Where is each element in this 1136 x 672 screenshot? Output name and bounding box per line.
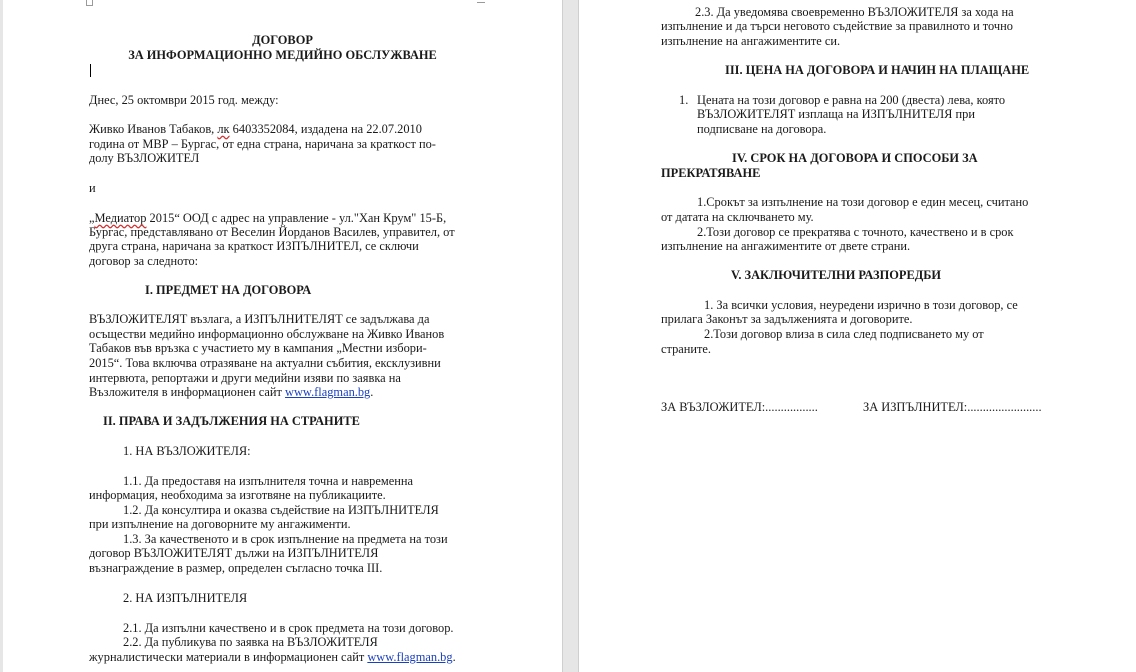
paragraph-line: от датата на сключването му. [661,210,814,224]
paragraph-line: информация, необходима за изготвяне на публикациите. [89,488,386,502]
paragraph-line: 2.2. Да публикува по заявка на ВЪЗЛОЖИТЕЛЯ [123,635,378,649]
paragraph-line: изпълнение на ангажиментите от двете страни. [661,239,911,253]
paragraph-line: 2.1. Да изпълни качествено и в срок предмета на този договор. [123,621,454,635]
and-word: и [89,181,96,195]
paragraph-line [89,385,373,400]
paragraph-line: изпълнение и да търси неговото съдействие за правилното и точно [661,19,1013,33]
page-corner-marker [477,0,485,3]
paragraph-line: подписване на договора. [697,122,827,136]
party1-id: 6403352084, издадена на 22.07.2010 [229,122,422,136]
party2-address: 2015“ ООД с адрес на управление - ул."Хан Крум" 15-Б, [146,211,447,225]
section-heading: IV. СРОК НА ДОГОВОРА И СПОСОБИ ЗА [732,151,978,165]
section-heading: III. ЦЕНА НА ДОГОВОРА И НАЧИН НА ПЛАЩАНЕ [725,63,1030,77]
document-title: ДОГОВОР [252,33,313,47]
paragraph-line: 2.Този договор се прекратява с точното, качествено и в срок [697,225,1014,239]
paragraph-line: ВЪЗЛОЖИТЕЛЯТ изплаща на ИЗПЪЛНИТЕЛЯ при [697,107,975,121]
section-heading: I. ПРЕДМЕТ НА ДОГОВОРА [145,283,312,297]
paragraph-line: 1. За всички условия, неуредени изрично в този договор, се [704,298,1018,312]
party1-line2: година от МВР – Бургас, от една страна, наричана за краткост по- [89,137,436,151]
paragraph-text: . [370,385,374,399]
paragraph-line: 2015“. Това включва отразяване на актуални събития, ексклузивни [89,356,441,370]
paragraph-line: 1.3. За качественото и в срок изпълнение на предмета на този [123,532,448,546]
paragraph-line: осъществи медийно информационно обслужване на Живко Иванов [89,327,445,341]
text-cursor [90,64,91,77]
list-number: 1. [679,93,689,107]
signature-contractor: ЗА ИЗПЪЛНИТЕЛ:........................ [863,400,1042,414]
party1-name: Живко Иванов Табаков, [89,122,218,136]
flagman-link[interactable]: www.flagman.bg [285,385,371,399]
paragraph-line: 1.Срокът за изпълнение на този договор е един месец, считано [697,195,1029,209]
paragraph-line: страните. [661,342,712,356]
paragraph-line: Цената на този договор е равна на 200 (двеста) лева, която [697,93,1006,107]
paragraph-line: прилага Законът за задълженията и договорите. [661,312,913,326]
paragraph-line: възнаграждение в размер, определен съгласно точка III. [89,561,383,575]
party1-line1 [89,122,422,137]
paragraph-line: 1.2. Да консултира и оказва съдействие на ИЗПЪЛНИТЕЛЯ [123,503,439,517]
paragraph-line: при изпълнение на договорните му ангажименти. [89,517,351,531]
date-line: Днес, 25 октомври 2015 год. между: [89,93,279,107]
party2-line2: Бургас, представлявано от Веселин Йорданов Василев, управител, от [89,225,455,239]
paragraph-line: договор ВЪЗЛОЖИТЕЛЯТ дължи на ИЗПЪЛНИТЕЛЯ [89,546,379,560]
document-page-left[interactable] [3,0,563,672]
party2-line1 [89,211,446,226]
paragraph-line: 2.Този договор влиза в сила след подписването му от [704,327,984,341]
paragraph-line: 2.3. Да уведомява своевременно ВЪЗЛОЖИТЕЛЯ за хода на [695,5,1014,19]
document-subtitle: ЗА ИНФОРМАЦИОННО МЕДИЙНО ОБСЛУЖВАНЕ [128,48,437,62]
signature-client: ЗА ВЪЗЛОЖИТЕЛ:................. [661,400,818,414]
page-corner-marker [86,0,93,6]
section-heading: II. ПРАВА И ЗАДЪЛЖЕНИЯ НА СТРАНИТЕ [103,414,360,428]
paragraph-line: Табаков във връзка с участието му в кампания „Местни избори- [89,341,427,355]
flagman-link[interactable]: www.flagman.bg [367,650,453,664]
spellcheck-word[interactable]: Медиатор [94,211,147,225]
paragraph-line: интервюта, репортажи и други медийни изяви по заявка на [89,371,401,385]
party2-quote: „ [89,211,95,225]
section-heading: V. ЗАКЛЮЧИТЕЛНИ РАЗПОРЕДБИ [731,268,942,282]
party2-line4: договор за следното: [89,254,199,268]
spellcheck-word[interactable]: лк [217,122,230,136]
paragraph-line: ВЪЗЛОЖИТЕЛЯТ възлага, а ИЗПЪЛНИТЕЛЯТ се задължава да [89,312,430,326]
paragraph-text: журналистически материали в информационен сайт [89,650,368,664]
subsection-heading: 1. НА ВЪЗЛОЖИТЕЛЯ: [123,444,251,458]
party1-line3: долу ВЪЗЛОЖИТЕЛ [89,151,200,165]
paragraph-line [89,650,456,665]
paragraph-line: 1.1. Да предоставя на изпълнителя точна и навременна [123,474,413,488]
paragraph-text: Възложителя в информационен сайт [89,385,286,399]
section-heading: ПРЕКРАТЯВАНЕ [661,166,761,180]
paragraph-line: изпълнение на ангажиментите си. [661,34,841,48]
subsection-heading: 2. НА ИЗПЪЛНИТЕЛЯ [123,591,248,605]
party2-line3: друга страна, наричана за краткост ИЗПЪЛНИТЕЛ, се сключи [89,239,419,253]
paragraph-text: . [452,650,456,664]
document-page-right[interactable] [578,0,1136,672]
